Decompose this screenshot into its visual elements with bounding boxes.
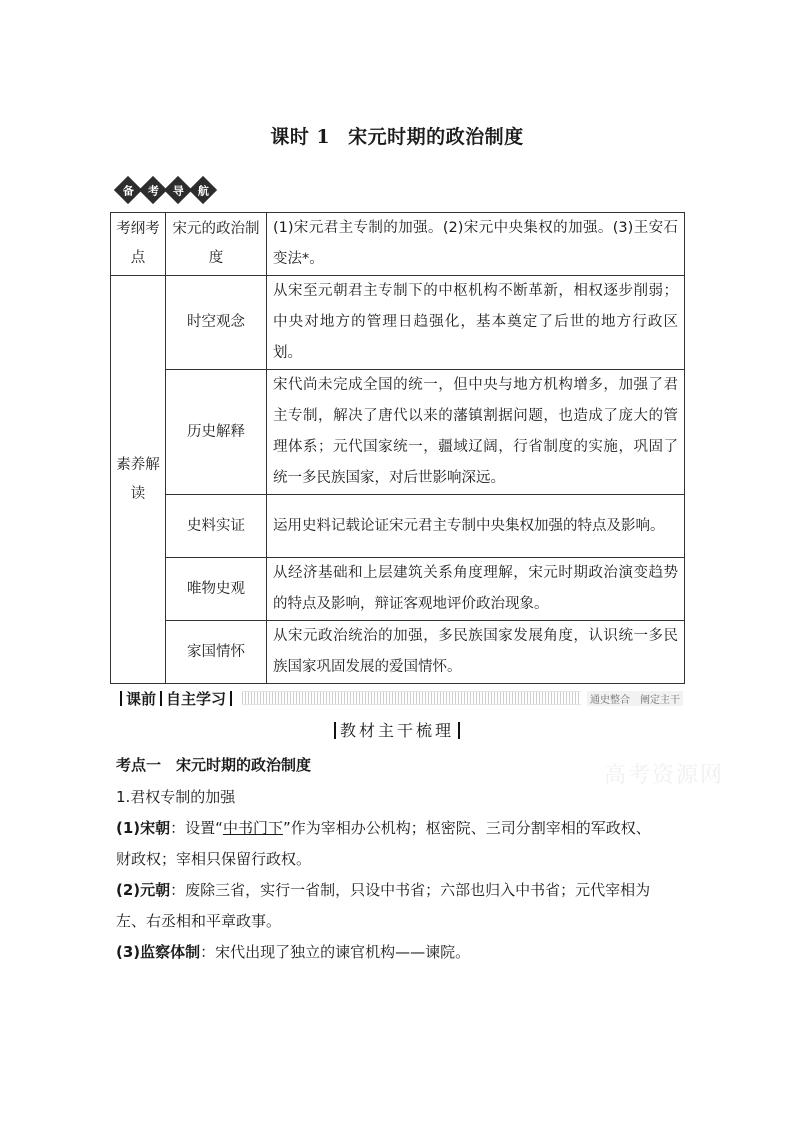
subheading: 教材主干梳理 [0, 718, 794, 741]
exam-guide-table [110, 212, 685, 684]
table-row [111, 495, 685, 558]
literacy-name-cell: 时空观念 [166, 276, 267, 370]
diamond-badge: 导 [164, 176, 192, 204]
nav-badge-group [118, 180, 217, 200]
diamond-badge: 考 [139, 176, 167, 204]
lesson-number: 课时 1 [270, 126, 331, 148]
table-row [111, 621, 685, 684]
row-header-literacy: 素养解读 [111, 276, 166, 684]
section-label: 课前 自主学习 [116, 688, 236, 709]
topic-detail-cell: (1)宋元君主专制的加强。(2)宋元中央集权的加强。(3)王安石变法*。 [267, 213, 685, 276]
point-title: 考点一 宋元时期的政治制度 [116, 756, 312, 774]
literacy-name-cell: 家国情怀 [166, 621, 267, 684]
section-tag: 通史整合 阐定主干 [587, 691, 683, 706]
literacy-name-cell: 唯物史观 [166, 558, 267, 621]
literacy-text-cell: 运用史料记载论证宋元君主专制中央集权加强的特点及影响。 [267, 495, 685, 558]
table-row [111, 213, 685, 276]
section-divider [242, 691, 581, 705]
paragraph-song: (1)宋朝：设置“中书门下”作为宰相办公机构；枢密院、三司分割宰相的军政权、 [116, 819, 651, 837]
topic-cell: 宋元的政治制度 [166, 213, 267, 276]
diamond-badge: 备 [114, 176, 142, 204]
paragraph-supervision: (3)监察体制：宋代出现了独立的谏官机构——谏院。 [116, 943, 471, 961]
paragraph-yuan-cont: 左、右丞相和平章政事。 [116, 912, 282, 930]
literacy-text-cell: 从经济基础和上层建筑关系角度理解，宋元时期政治演变趋势的特点及影响，辩证客观地评价政治现象。 [267, 558, 685, 621]
paragraph-yuan: (2)元朝：废除三省，实行一省制，只设中书省；六部也归入中书省；元代宰相为 [116, 881, 651, 899]
table-row [111, 558, 685, 621]
heading-power: 1.君权专制的加强 [116, 788, 236, 806]
literacy-text-cell: 从宋至元朝君主专制下的中枢机构不断革新，相权逐步削弱；中央对地方的管理日趋强化，基本奠定了后世的地方行政区划。 [267, 276, 685, 370]
literacy-name-cell: 历史解释 [166, 370, 267, 495]
page-title [0, 122, 794, 149]
diamond-badge: 航 [189, 176, 217, 204]
row-header-exam-points: 考纲考点 [111, 213, 166, 276]
literacy-name-cell: 史料实证 [166, 495, 267, 558]
lesson-title: 宋元时期的政治制度 [348, 126, 524, 148]
literacy-text-cell: 从宋元政治统治的加强，多民族国家发展角度，认识统一多民族国家巩固发展的爱国情怀。 [267, 621, 685, 684]
table-row [111, 276, 685, 370]
paragraph-song-cont: 财政权；宰相只保留行政权。 [116, 850, 312, 868]
table-row [111, 370, 685, 495]
literacy-text-cell: 宋代尚未完成全国的统一，但中央与地方机构增多，加强了君主专制，解决了唐代以来的藩镇割据问题，也造成了庞大的管理体系；元代国家统一，疆域辽阔，行省制度的实施，巩固了统一多民族国家，对后世影响深远。 [267, 370, 685, 495]
key-term: 中书门下 [222, 819, 283, 837]
watermark-text: 高考资源网 [604, 763, 725, 788]
section-bar-preclass [116, 688, 683, 708]
